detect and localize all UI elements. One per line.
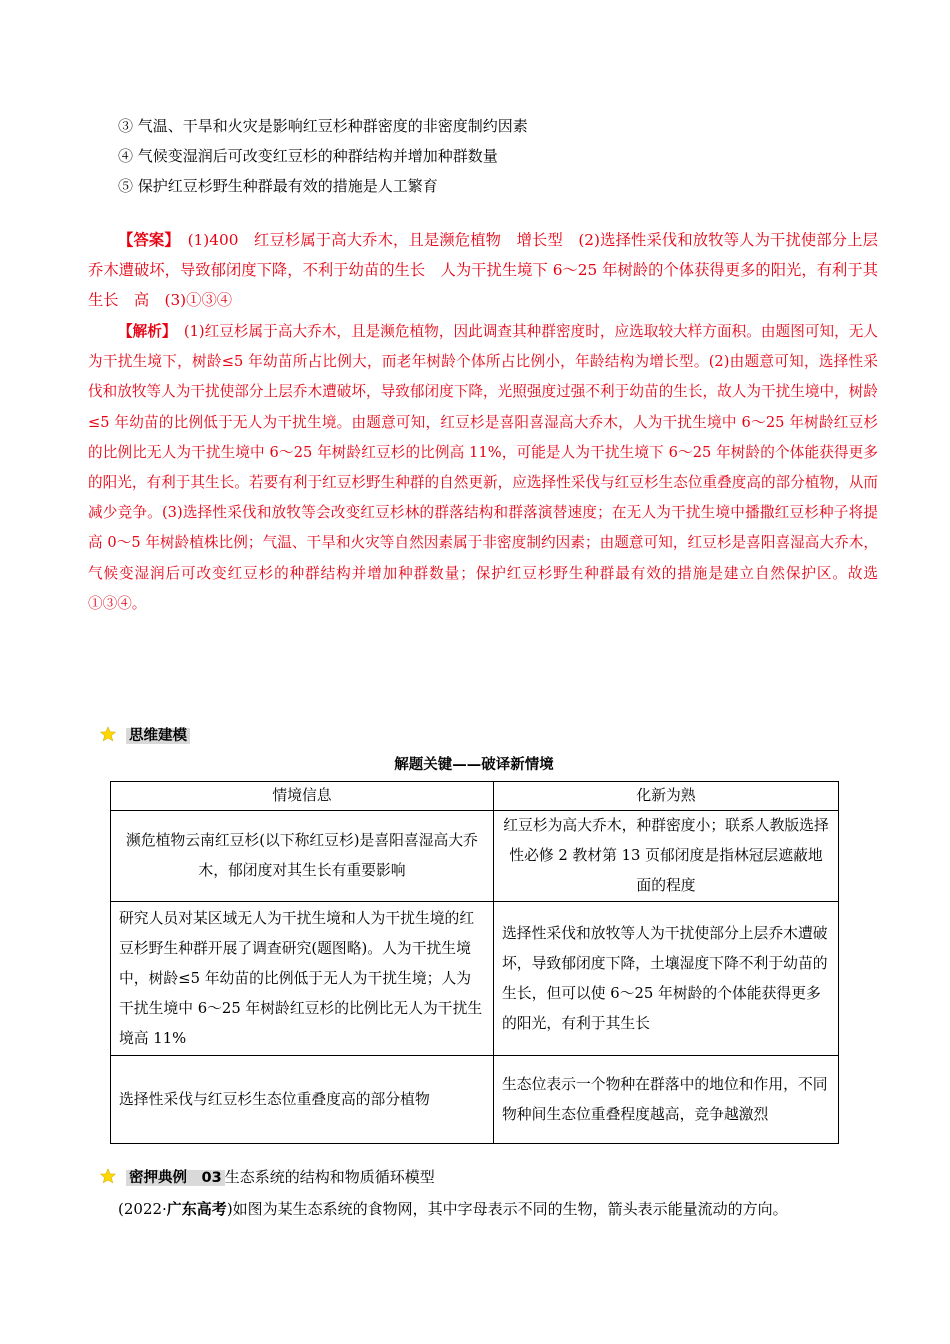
- table-header-row: [111, 782, 839, 811]
- answer-block: [88, 225, 878, 316]
- analysis-label: 【解析】: [118, 323, 170, 340]
- table-row: [111, 1056, 839, 1144]
- cell-familiar: 选择性采伐和放牧等人为干扰使部分上层乔木遭破坏，导致郁闭度下降，土壤湿度下降不利于幼苗的生长，但可以使 6～25 年树龄的个体能获得更多的阳光，有利于其生长: [494, 902, 839, 1056]
- table-title: 解题关键——破译新情境: [394, 757, 554, 773]
- cell-info: 研究人员对某区域无人为干扰生境和人为干扰生境的红豆杉野生种群开展了调查研究(题图略)。人为干扰生境中，树龄≤5 年幼苗的比例低于无人为干扰生境；人为干扰生境中 6～25 年树龄红豆杉的比例比无人为干扰生境高 11%: [111, 902, 494, 1056]
- source-bold: 广东高考: [166, 1200, 227, 1218]
- analysis-text: (1)红豆杉属于高大乔木，且是濒危植物，因此调查其种群密度时，应选取较大样方面积。由题图可知，无人为干扰生境下，树龄≤5 年幼苗所占比例大，而老年树龄个体所占比例小，年龄结构为增长型。(2)由题意可知，选择性采伐和放牧等人为干扰使部分上层乔木遭破坏，导致郁闭度下降，光照强度过强不利于幼苗的生长，故人为干扰生境中，树龄≤5 年幼苗的比例低于无人为干扰生境。由题意可知，红豆杉是喜阳喜湿高大乔木，人为干扰生境中 6～25 年树龄红豆杉的比例比无人为干扰生境中 6～25 年树龄红豆杉的比例高 11%，可能是人为干扰生境下 6～25 年树龄的个体能获得更多的阳光，有利于其生长。若要有利于红豆杉野生种群的自然更新，应选择性采伐与红豆杉生态位重叠度高的部分植物，从而减少竞争。(3)选择性采伐和放牧等会改变红豆杉林的群落结构和群落演替速度；在无人为干扰生境中播撒红豆杉种子将提高 0～5 年树龄植株比例；气温、干旱和火灾等自然因素属于非密度制约因素；由题意可知，红豆杉是喜阳喜湿高大乔木，气候变湿润后可改变红豆杉的种群结构并增加种群数量；保护红豆杉野生种群最有效的措施是建立自然保护区。故选①③④。: [88, 323, 878, 612]
- table-row: [111, 902, 839, 1056]
- cell-info: 濒危植物云南红豆杉(以下称红豆杉)是喜阳喜湿高大乔木，郁闭度对其生长有重要影响: [111, 811, 494, 902]
- modeling-heading: [100, 724, 190, 747]
- example-source: (2022·广东高考)如图为某生态系统的食物网，其中字母表示不同的生物，箭头表示能量流动的方向。: [118, 1200, 788, 1218]
- option-4: ④ 气候变湿润后可改变红豆杉的种群结构并增加种群数量: [118, 147, 498, 165]
- example-label: 密押典例 03: [126, 1170, 225, 1186]
- example-heading: [100, 1166, 435, 1189]
- cell-familiar: 红豆杉为高大乔木，种群密度小；联系人教版选择性必修 2 教材第 13 页郁闭度是指林冠层遮蔽地面的程度: [494, 811, 839, 902]
- star-icon: [100, 726, 116, 742]
- cell-info: 选择性采伐与红豆杉生态位重叠度高的部分植物: [111, 1056, 494, 1144]
- modeling-table: [110, 781, 839, 1144]
- col-header-familiar: 化新为熟: [494, 782, 839, 811]
- cell-familiar: 生态位表示一个物种在群落中的地位和作用，不同物种间生态位重叠程度越高，竞争越激烈: [494, 1056, 839, 1144]
- answer-text: (1)400 红豆杉属于高大乔木，且是濒危植物 增长型 (2)选择性采伐和放牧等人为干扰使部分上层乔木遭破坏，导致郁闭度下降，不利于幼苗的生长 人为干扰生境下 6～25 年树龄的个体获得更多的阳光，有利于其生长 高 (3)①③④: [88, 231, 878, 310]
- table-row: [111, 811, 839, 902]
- star-icon: [100, 1168, 116, 1184]
- example-title: 生态系统的结构和物质循环模型: [224, 1168, 435, 1186]
- option-3: ③ 气温、干旱和火灾是影响红豆杉种群密度的非密度制约因素: [118, 117, 528, 135]
- col-header-info: 情境信息: [111, 782, 494, 811]
- option-5: ⑤ 保护红豆杉野生种群最有效的措施是人工繁育: [118, 177, 438, 195]
- analysis-block: [88, 317, 878, 619]
- answer-label: 【答案】: [118, 231, 173, 249]
- modeling-heading-text: 思维建模: [126, 728, 190, 744]
